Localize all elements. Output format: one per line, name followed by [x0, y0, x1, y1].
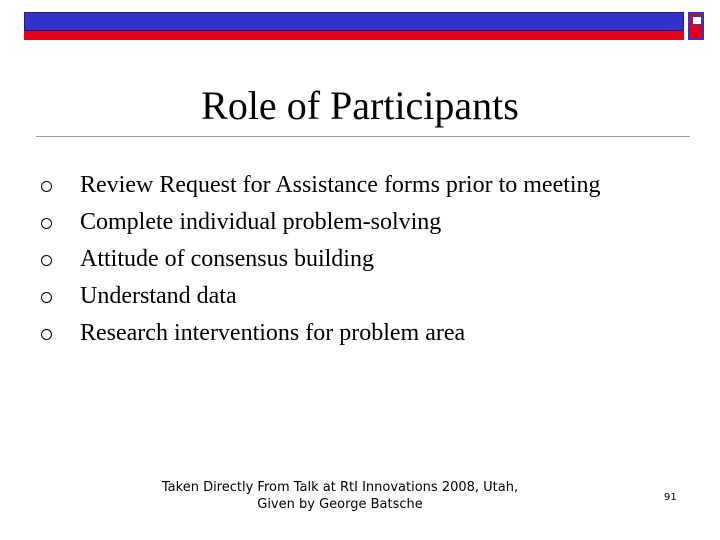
header-corner-square-icon — [688, 12, 704, 40]
header-blue-bar — [24, 12, 684, 31]
source-citation — [150, 479, 530, 513]
title-divider — [36, 136, 690, 137]
bullet-text: Research interventions for problem area — [80, 320, 466, 346]
hollow-circle-bullet-icon — [41, 181, 52, 192]
page-number: 91 — [664, 492, 677, 503]
bullet-item — [0, 318, 700, 355]
slide-title: Role of Participants — [201, 83, 519, 128]
hollow-circle-bullet-icon — [41, 292, 52, 303]
header-left-square — [8, 12, 24, 40]
bullet-text: Review Request for Assistance forms prior to meeting — [80, 172, 601, 198]
bullet-text: Attitude of consensus building — [80, 246, 374, 272]
bullet-text: Complete individual problem-solving — [80, 209, 442, 235]
bullet-item — [0, 207, 700, 244]
hollow-circle-bullet-icon — [41, 329, 52, 340]
header-red-bar — [24, 31, 684, 40]
bullet-item — [0, 244, 700, 281]
hollow-circle-bullet-icon — [41, 255, 52, 266]
bullet-text: Understand data — [80, 283, 237, 309]
source-line-1: Taken Directly From Talk at RtI Innovations 2008, Utah, — [161, 480, 519, 495]
source-line-2: Given by George Batsche — [257, 497, 423, 512]
hollow-circle-bullet-icon — [41, 218, 52, 229]
bullet-item — [0, 170, 700, 207]
bullet-item — [0, 281, 700, 318]
